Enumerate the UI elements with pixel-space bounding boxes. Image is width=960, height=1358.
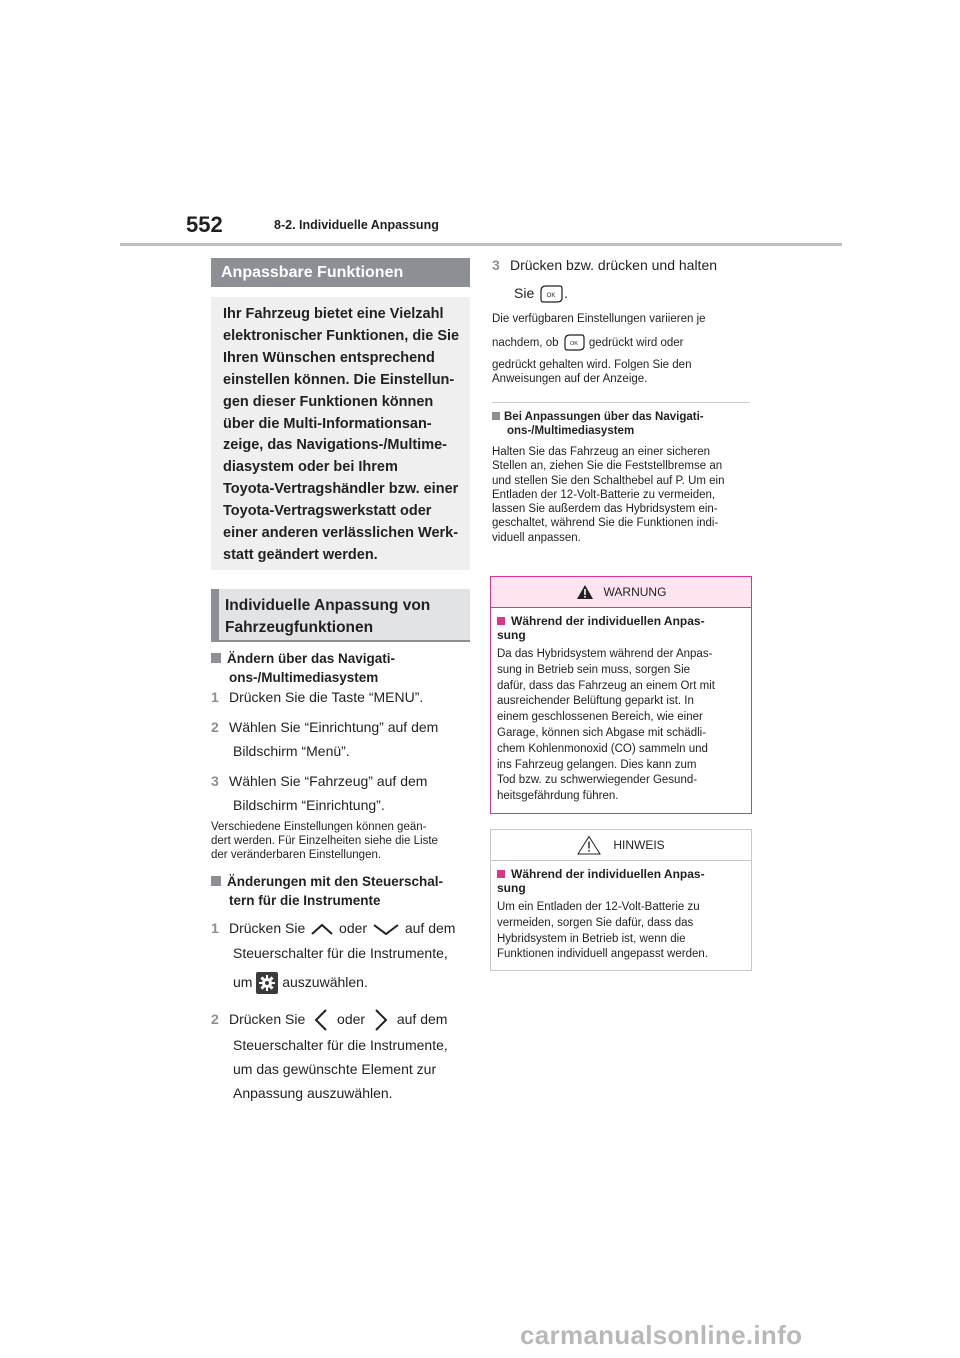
para-line: Entladen der 12-Volt-Batterie zu vermeiden,	[492, 488, 716, 501]
navi-paragraph	[492, 445, 754, 545]
square-bullet-icon	[497, 617, 505, 625]
gear-settings-icon	[256, 972, 278, 994]
ok-note-line: nachdem, ob OK gedrückt wird oder	[492, 333, 754, 353]
ok-button-icon	[562, 333, 586, 353]
warning-subheading: Während der individuellen Anpas- sung	[497, 614, 705, 642]
intro-line: einstellen können. Die Einstellun-	[223, 371, 455, 388]
subheading-line: Ändern über das Navigati-	[227, 651, 396, 666]
subheading-line: ons-/Multimediasystem	[507, 425, 635, 437]
notice-box	[490, 829, 752, 971]
chevron-left-icon	[309, 1007, 333, 1033]
divider	[492, 402, 750, 403]
square-bullet-icon	[497, 870, 505, 878]
square-bullet-icon	[492, 412, 500, 420]
heading2-line: Individuelle Anpassung von	[225, 597, 431, 614]
para-line: lassen Sie außerdem das Hybridsystem ein-	[492, 503, 718, 516]
note-line: dert werden. Für Einzelheiten siehe die Liste	[211, 835, 438, 847]
section-title: 8-2. Individuelle Anpassung	[274, 218, 439, 232]
caution-triangle-icon	[577, 835, 601, 855]
notice-text: Um ein Entladen der 12-Volt-Batterie zu vermeiden, sorgen Sie dafür, dass das Hybridsystem in Betrieb ist, wenn die Funktionen individuell angepasst werden.	[497, 901, 708, 961]
subheading-steuerschalter	[211, 872, 473, 910]
note-line: der veränderbaren Einstellungen.	[211, 849, 382, 861]
warning-triangle-icon	[576, 584, 594, 600]
intro-line: gen dieser Funktionen können	[223, 393, 434, 410]
svg-text:OK: OK	[546, 293, 556, 300]
intro-line: über die Multi-Informationsan-	[223, 415, 432, 432]
step-2: 2 Wählen Sie “Einrichtung” auf dem	[211, 719, 439, 735]
subheading-navi-anpassung: Bei Anpassungen über das Navigati- ons-/Multimediasystem	[492, 410, 754, 438]
ok-note-line: Die verfügbaren Einstellungen variieren je	[492, 313, 706, 325]
warning-title: WARNUNG	[603, 585, 667, 599]
settings-note	[211, 820, 473, 862]
step-1-instrument	[211, 916, 481, 994]
intro-line: zeige, das Navigations-/Multime-	[223, 437, 447, 454]
step-3-ok	[492, 253, 754, 305]
svg-text:OK: OK	[569, 341, 578, 347]
notice-subheading: Während der individuellen Anpas- sung	[497, 867, 705, 895]
step-1: 1 Drücken Sie die Taste “MENU”.	[211, 689, 424, 705]
intro-line: diasystem oder bei Ihrem	[223, 459, 398, 476]
warning-box	[490, 576, 752, 814]
intro-line: Toyota-Vertragshändler bzw. einer	[223, 481, 459, 498]
para-line: Halten Sie das Fahrzeug an einer sicheren	[492, 446, 710, 458]
heading-text: Anpassbare Funktionen	[221, 263, 404, 281]
chevron-down-icon	[371, 922, 401, 936]
ok-note-line: Anweisungen auf der Anzeige.	[492, 373, 648, 385]
intro-line: Ihren Wünschen entsprechend	[223, 349, 435, 366]
step-3-line1: 3 Drücken bzw. drücken und halten	[492, 257, 718, 273]
step-list-navigation	[211, 685, 473, 817]
chevron-right-icon	[369, 1007, 393, 1033]
heading-individuelle-anpassung	[211, 589, 470, 642]
step-3-cont: Bildschirm “Einrichtung”.	[233, 797, 385, 813]
notice-title: HINWEIS	[613, 838, 665, 852]
warning-body	[491, 608, 751, 811]
notice-body	[491, 861, 751, 969]
step-2-line: Anpassung auszuwählen.	[233, 1085, 393, 1102]
notice-header	[491, 830, 751, 861]
heading2-line: Fahrzeugfunktionen	[225, 618, 374, 636]
note-line: Verschiedene Einstellungen können geän-	[211, 821, 427, 833]
step-2-cont: Bildschirm “Menü”.	[233, 743, 350, 759]
subheading-line: Änderungen mit den Steuerschal-	[227, 874, 444, 889]
intro-line: Toyota-Vertragswerkstatt oder	[223, 503, 432, 520]
para-line: viduell anpassen.	[492, 531, 581, 544]
ok-note	[492, 312, 754, 386]
header-rule	[120, 243, 842, 246]
intro-box	[211, 297, 470, 570]
square-bullet-icon	[211, 876, 221, 886]
subheading-line: tern für die Instrumente	[229, 893, 381, 908]
step-3: 3 Wählen Sie “Fahrzeug” auf dem	[211, 773, 428, 789]
square-bullet-icon	[211, 653, 221, 663]
warning-text: Da das Hybridsystem während der Anpas- sung in Betrieb sein muss, sorgen Sie dafür, dass das Fahrzeug an einem Ort mit ausreichender Belüftung geparkt ist. In einem geschlossenen Bereich, wie einer Garage, können sich Abgase mit schädli- chem Kohlenmonoxid (CO) sammeln und ins Fahrzeug gelangen. Dies kann zum Tod bzw. zu schwerwiegender Gesund- heitsgefährdung führen.	[497, 648, 715, 803]
step-1-line3: um auszuwählen.	[211, 970, 481, 994]
chevron-up-icon	[309, 922, 335, 936]
para-line: und stellen Sie den Schalthebel auf P. Um ein	[492, 474, 725, 487]
ok-button-icon	[538, 283, 564, 305]
heading-anpassbare-funktionen	[211, 258, 470, 287]
intro-line: Ihr Fahrzeug bietet eine Vielzahl	[223, 306, 444, 322]
step-1-line1: 1 Drücken Sie oder auf dem	[211, 920, 456, 936]
step-2-line: um das gewünschte Element zur	[233, 1061, 437, 1078]
para-line: Stellen an, ziehen Sie die Feststellbremse an	[492, 460, 723, 473]
step-2-line1: 2 Drücken Sie oder auf dem	[211, 1007, 481, 1033]
watermark: carmanualsonline.info	[520, 1320, 803, 1350]
page-number: 552	[186, 212, 223, 237]
step-1-line2: Steuerschalter für die Instrumente,	[233, 945, 448, 961]
intro-line: elektronischer Funktionen, die Sie	[223, 327, 460, 344]
ok-note-line: gedrückt gehalten wird. Folgen Sie den	[492, 359, 692, 371]
para-line: geschaltet, während Sie die Funktionen indi-	[492, 517, 719, 530]
step-2-line: Steuerschalter für die Instrumente,	[233, 1037, 448, 1054]
subheading-line: ons-/Multimediasystem	[229, 670, 379, 685]
warning-header	[491, 577, 751, 608]
intro-line: einer anderen verlässlichen Werk-	[223, 525, 459, 542]
step-2-instrument	[211, 1007, 481, 1105]
intro-line: statt geändert werden.	[223, 546, 378, 563]
step-3-line2: Sie OK .	[492, 281, 754, 305]
subheading-navigation	[211, 649, 471, 687]
